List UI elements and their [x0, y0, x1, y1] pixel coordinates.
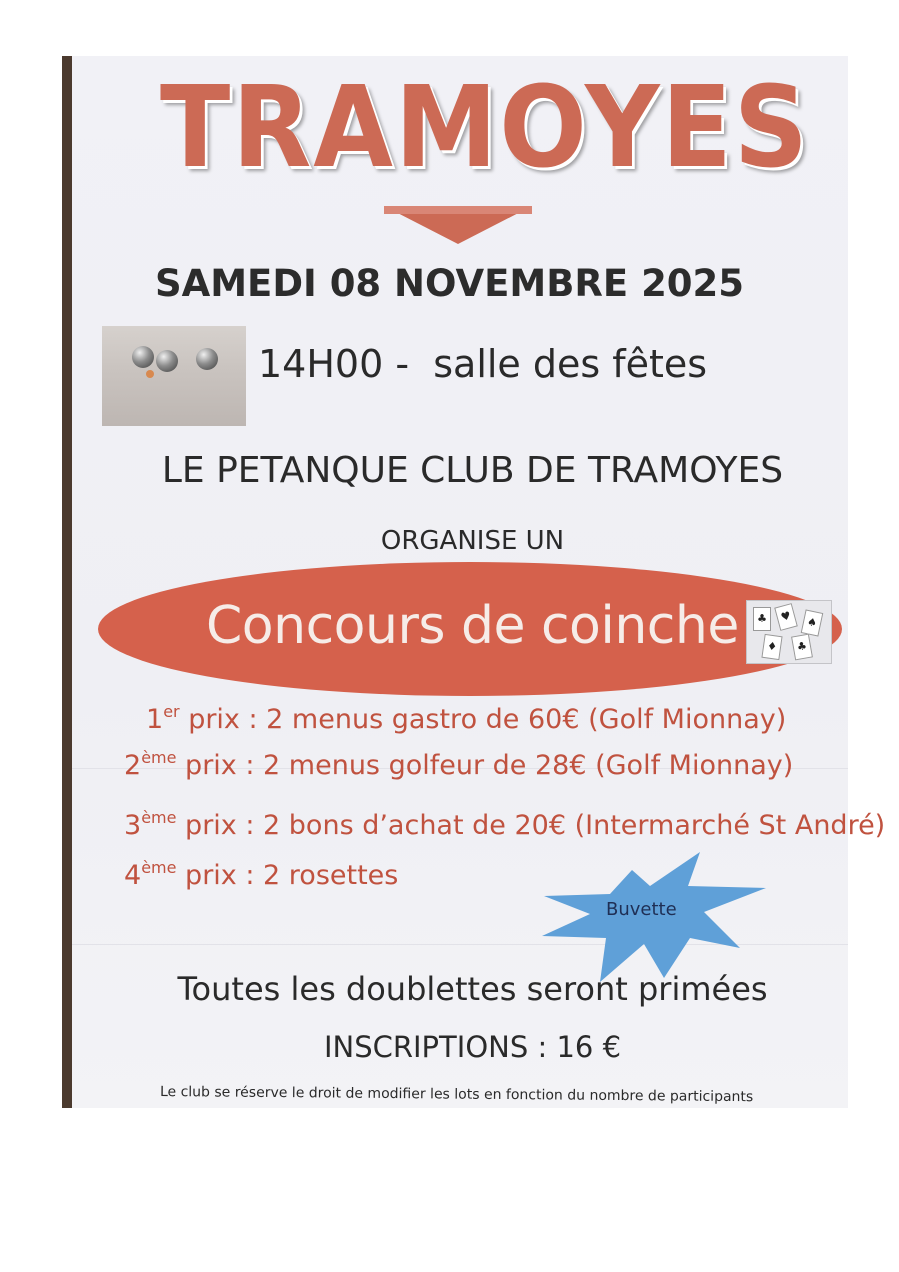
event-date: SAMEDI 08 NOVEMBRE 2025: [154, 262, 745, 305]
boule-icon: [132, 346, 154, 368]
down-arrow-icon: [384, 206, 532, 246]
card-icon: ♥: [774, 603, 798, 631]
prize-3: 3ème prix : 2 bons d’achat de 20€ (Intermarché St André): [124, 808, 886, 841]
boule-icon: [156, 350, 178, 372]
poster-title: TRAMOYES: [160, 63, 810, 193]
boule-icon: [196, 348, 218, 370]
card-icon: ♣: [791, 634, 813, 661]
doublettes-note: Toutes les doublettes seront primées: [177, 970, 768, 1008]
prize-2: 2ème prix : 2 menus golfeur de 28€ (Golf Mionnay): [124, 748, 794, 781]
petanque-balls-image: [102, 326, 246, 426]
card-icon: ♦: [761, 634, 782, 660]
footnote: Le club se réserve le droit de modifier les lots en fonction du nombre de participants: [159, 1084, 754, 1106]
playing-cards-image: [746, 600, 832, 664]
jack-icon: [146, 370, 154, 378]
buvette-label: Buvette: [606, 899, 677, 920]
organizer-name: LE PETANQUE CLUB DE TRAMOYES: [161, 450, 784, 491]
event-title: Concours de coinche: [206, 596, 739, 656]
prize-4: 4ème prix : 2 rosettes: [124, 858, 399, 891]
prize-1: 1er prix : 2 menus gastro de 60€ (Golf Mionnay): [146, 702, 787, 735]
time-and-place: 14H00 - salle des fêtes: [258, 342, 708, 386]
registration-fee: INSCRIPTIONS : 16 €: [323, 1030, 622, 1064]
card-icon: ♣: [753, 607, 771, 631]
organise-label: ORGANISE UN: [380, 526, 565, 556]
card-icon: ♠: [801, 609, 824, 636]
